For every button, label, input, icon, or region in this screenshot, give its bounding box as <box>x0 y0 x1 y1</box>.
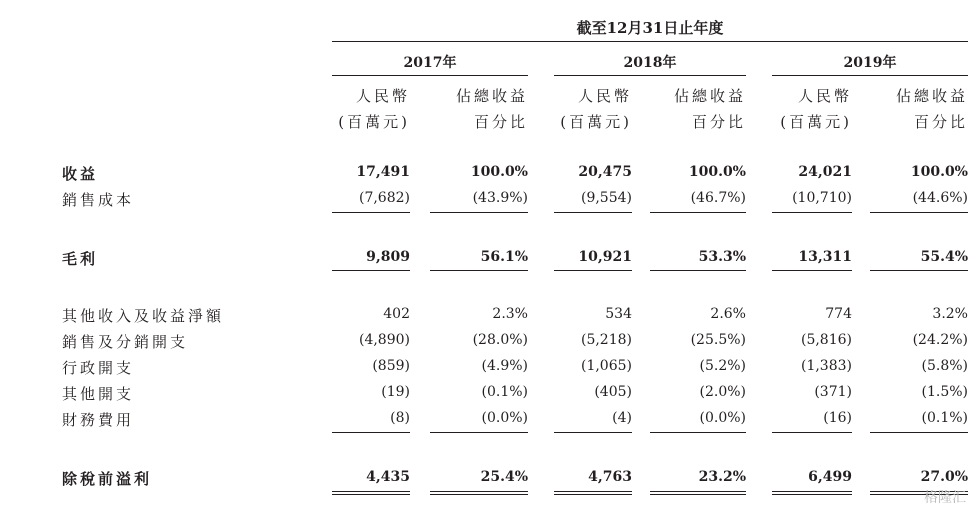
gross-profit-rule <box>772 270 852 271</box>
row-label: 毛利 <box>62 250 99 268</box>
row-label: 銷售成本 <box>62 191 135 209</box>
percent-cell: 25.4% <box>480 469 528 485</box>
profit-double-rule <box>650 494 746 495</box>
percent-subheader: 百分比 <box>913 113 968 131</box>
amount-cell: (8) <box>390 410 410 426</box>
unit-header: (百萬元) <box>780 113 852 131</box>
amount-cell: 4,435 <box>366 469 410 485</box>
year-rule <box>332 75 528 76</box>
percent-header: 佔總收益 <box>895 87 968 105</box>
year-rule <box>554 75 746 76</box>
unit-header: (百萬元) <box>338 113 410 131</box>
amount-cell: 402 <box>383 306 410 322</box>
percent-cell: (0.1%) <box>481 384 528 400</box>
year-heading: 2017年 <box>403 55 457 71</box>
currency-header: 人民幣 <box>797 87 852 105</box>
row-label: 收益 <box>62 165 99 183</box>
percent-cell: (25.5%) <box>690 332 746 348</box>
period-rule <box>332 41 968 42</box>
expenses-rule <box>650 432 746 433</box>
currency-header: 人民幣 <box>355 87 410 105</box>
period-heading: 截至12月31日止年度 <box>576 19 724 37</box>
expenses-rule <box>430 432 528 433</box>
percent-cell: (0.0%) <box>481 410 528 426</box>
year-heading: 2019年 <box>843 55 897 71</box>
expenses-rule <box>772 432 852 433</box>
percent-cell: 53.3% <box>698 249 746 265</box>
gross-profit-rule <box>650 270 746 271</box>
percent-cell: (44.6%) <box>912 190 968 206</box>
amount-cell: (371) <box>814 384 852 400</box>
amount-cell: 17,491 <box>356 164 410 180</box>
amount-cell: 774 <box>825 306 852 322</box>
profit-rule <box>332 491 410 492</box>
gross-profit-rule <box>430 270 528 271</box>
amount-cell: 10,921 <box>578 249 632 265</box>
percent-cell: 55.4% <box>920 249 968 265</box>
expenses-rule <box>332 432 410 433</box>
amount-cell: 24,021 <box>798 164 852 180</box>
amount-cell: 4,763 <box>588 469 632 485</box>
amount-cell: (5,816) <box>800 332 852 348</box>
percent-cell: 27.0% <box>920 469 968 485</box>
amount-cell: 534 <box>605 306 632 322</box>
percent-cell: (43.9%) <box>472 190 528 206</box>
percent-cell: (24.2%) <box>912 332 968 348</box>
year-heading: 2018年 <box>623 55 677 71</box>
row-label: 財務費用 <box>62 411 135 429</box>
amount-cell: (859) <box>372 358 410 374</box>
profit-double-rule <box>554 494 632 495</box>
row-label: 其他開支 <box>62 385 135 403</box>
cost-rule <box>870 212 968 213</box>
percent-cell: 100.0% <box>688 164 746 180</box>
gross-profit-rule <box>554 270 632 271</box>
amount-cell: 9,809 <box>366 249 410 265</box>
gross-profit-rule <box>332 270 410 271</box>
gross-profit-rule <box>870 270 968 271</box>
percent-cell: 23.2% <box>698 469 746 485</box>
percent-subheader: 百分比 <box>691 113 746 131</box>
percent-cell: (5.8%) <box>921 358 968 374</box>
percent-cell: 100.0% <box>470 164 528 180</box>
amount-cell: (16) <box>823 410 852 426</box>
row-label: 其他收入及收益淨額 <box>62 307 225 325</box>
profit-rule <box>430 491 528 492</box>
profit-rule <box>772 491 852 492</box>
percent-cell: (5.2%) <box>699 358 746 374</box>
profit-double-rule <box>772 494 852 495</box>
cost-rule <box>430 212 528 213</box>
profit-rule <box>554 491 632 492</box>
amount-cell: (4) <box>612 410 632 426</box>
percent-cell: (2.0%) <box>699 384 746 400</box>
amount-cell: (5,218) <box>580 332 632 348</box>
amount-cell: (9,554) <box>580 190 632 206</box>
amount-cell: 13,311 <box>798 249 852 265</box>
percent-cell: (0.1%) <box>921 410 968 426</box>
amount-cell: 6,499 <box>808 469 852 485</box>
profit-rule <box>650 491 746 492</box>
percent-cell: 2.3% <box>492 306 528 322</box>
amount-cell: (4,890) <box>358 332 410 348</box>
percent-cell: (0.0%) <box>699 410 746 426</box>
percent-header: 佔總收益 <box>673 87 746 105</box>
year-rule <box>772 75 968 76</box>
amount-cell: (7,682) <box>358 190 410 206</box>
percent-cell: (1.5%) <box>921 384 968 400</box>
amount-cell: (1,383) <box>800 358 852 374</box>
percent-subheader: 百分比 <box>473 113 528 131</box>
unit-header: (百萬元) <box>560 113 632 131</box>
amount-cell: 20,475 <box>578 164 632 180</box>
amount-cell: (10,710) <box>792 190 852 206</box>
cost-rule <box>772 212 852 213</box>
profit-double-rule <box>332 494 410 495</box>
row-label: 除稅前溢利 <box>62 470 153 488</box>
percent-cell: 2.6% <box>710 306 746 322</box>
percent-header: 佔總收益 <box>455 87 528 105</box>
watermark: 格隆汇 <box>924 490 966 506</box>
percent-cell: 100.0% <box>910 164 968 180</box>
currency-header: 人民幣 <box>577 87 632 105</box>
expenses-rule <box>554 432 632 433</box>
cost-rule <box>332 212 410 213</box>
percent-cell: (46.7%) <box>690 190 746 206</box>
row-label: 行政開支 <box>62 359 135 377</box>
cost-rule <box>650 212 746 213</box>
amount-cell: (405) <box>594 384 632 400</box>
percent-cell: 56.1% <box>480 249 528 265</box>
percent-cell: (4.9%) <box>481 358 528 374</box>
percent-cell: 3.2% <box>932 306 968 322</box>
percent-cell: (28.0%) <box>472 332 528 348</box>
amount-cell: (19) <box>381 384 410 400</box>
profit-double-rule <box>430 494 528 495</box>
row-label: 銷售及分銷開支 <box>62 333 189 351</box>
amount-cell: (1,065) <box>580 358 632 374</box>
cost-rule <box>554 212 632 213</box>
expenses-rule <box>870 432 968 433</box>
